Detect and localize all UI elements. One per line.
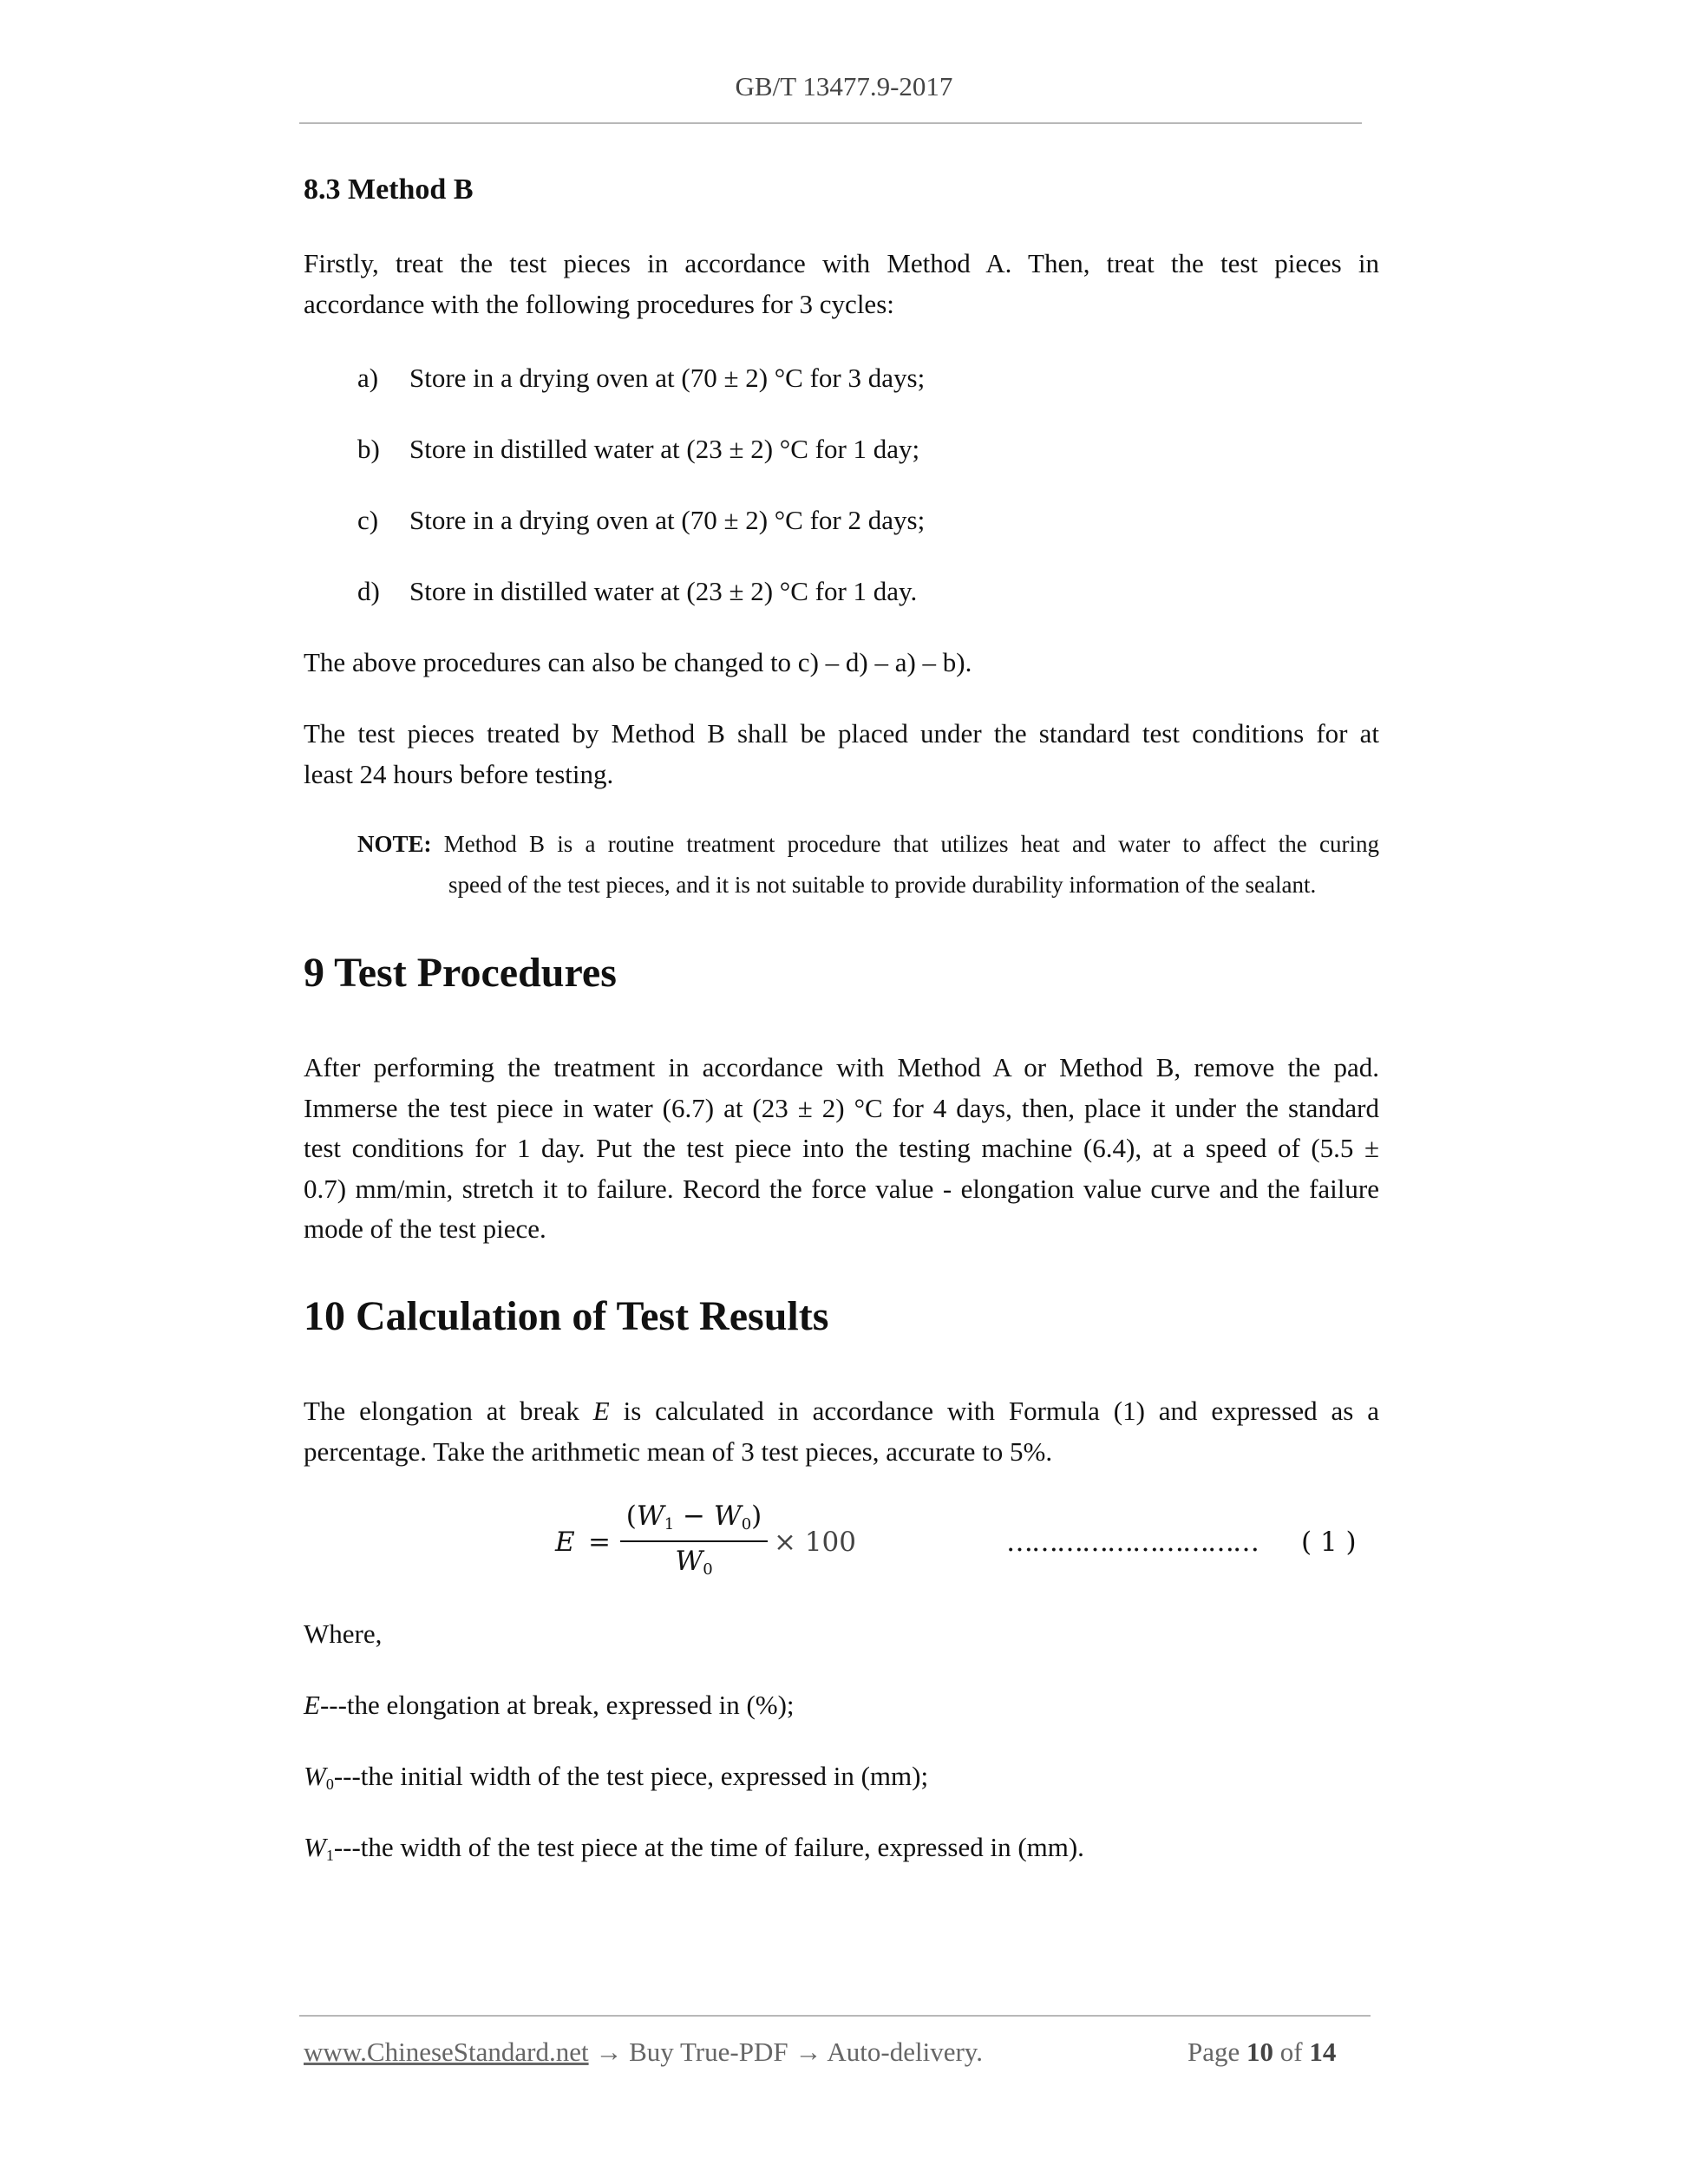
buy-true-pdf-text: Buy True-PDF (629, 2037, 788, 2067)
definition-subscript: 0 (325, 1775, 334, 1793)
section-9-line: Immerse the test piece in water (6.7) at (23 ± 2) °C for 4 days, then, place it under the standard (304, 1093, 1379, 1123)
formula-leader-dots: ………………………… (1006, 1527, 1258, 1558)
section-9-line: test conditions for 1 day. Put the test piece into the testing machine (6.4), at a speed of (5.5 ± (304, 1133, 1379, 1163)
definition-subscript: 1 (325, 1847, 334, 1864)
formula-number: ( 1 ) (1301, 1527, 1357, 1558)
footer-divider (299, 2015, 1371, 2017)
definition-item (304, 1827, 1084, 1876)
definition-text: ---the initial width of the test piece, expressed in (mm); (333, 1761, 929, 1791)
definition-item (304, 1684, 795, 1734)
note-line2: speed of the test pieces, and it is not suitable to provide durability information of the sealant. (448, 872, 1317, 898)
note-line1 (357, 824, 1379, 865)
den-w-symbol: W (675, 1546, 703, 1577)
list-item-text: Store in a drying oven at (70 ± 2) °C for 3 days; (409, 363, 926, 393)
definition-text: ---the elongation at break, expressed in (%); (319, 1690, 795, 1720)
section-8-3-intro-line2: accordance with the following procedures for 3 cycles: (304, 289, 894, 319)
definition-text: ---the width of the test piece at the time of failure, expressed in (mm). (333, 1832, 1084, 1862)
section-8-3-intro-line1: Firstly, treat the test pieces in accordance with Method A. Then, treat the test pieces in (304, 248, 1379, 278)
page-indicator (1187, 2037, 1336, 2068)
formula-times-100: × 100 (774, 1527, 856, 1558)
page-number: 10 (1246, 2037, 1274, 2067)
section-10-heading: 10 Calculation of Test Results (304, 1293, 829, 1339)
definition-symbol: W (304, 1761, 326, 1791)
page-label: Page (1187, 2037, 1240, 2067)
list-item (357, 571, 917, 611)
intro-text-b: is calculated in accordance with Formula (1) and expressed as a (609, 1396, 1379, 1426)
note-label: NOTE: (357, 831, 432, 857)
formula-equals: = (588, 1527, 611, 1558)
variable-e: E (592, 1396, 610, 1426)
definition-symbol: E (304, 1690, 320, 1720)
w0-symbol: W (713, 1501, 742, 1532)
placed-text-line1: The test pieces treated by Method B shall be placed under the standard test conditions for at (304, 718, 1379, 749)
arrow-right-icon: → (795, 2037, 822, 2067)
list-item (357, 428, 919, 469)
note-text: Method B is a routine treatment procedure that utilizes heat and water to affect the curing (443, 831, 1380, 857)
list-item (357, 500, 925, 540)
w1-subscript: 1 (664, 1515, 675, 1533)
auto-delivery-text: Auto-delivery. (827, 2037, 984, 2067)
formula-lhs: E (555, 1527, 575, 1558)
list-item-letter: c) (357, 505, 379, 535)
list-item-text: Store in distilled water at (23 ± 2) °C for 1 day; (409, 434, 920, 464)
list-item-letter: a) (357, 363, 379, 393)
paren-open: ( (625, 1501, 637, 1532)
definition-symbol: W (304, 1832, 326, 1862)
section-9-heading: 9 Test Procedures (304, 950, 617, 996)
document-header-title: GB/T 13477.9-2017 (735, 71, 953, 101)
section-9-line: After performing the treatment in accordance with Method A or Method B, remove the pad. (304, 1052, 1379, 1082)
w0-subscript: 0 (741, 1515, 752, 1533)
alt-order-text: The above procedures can also be changed to c) – d) – a) – b). (304, 647, 972, 677)
footer-left (304, 2037, 983, 2068)
where-label: Where, (304, 1618, 383, 1649)
list-item-text: Store in a drying oven at (70 ± 2) °C for 2 days; (409, 505, 926, 535)
section-8-3-heading: 8.3 Method B (304, 173, 474, 206)
section-9-line: 0.7) mm/min, stretch it to failure. Record the force value - elongation value curve and the failure (304, 1174, 1379, 1204)
list-item-text: Store in distilled water at (23 ± 2) °C for 1 day. (409, 576, 918, 606)
of-label: of (1279, 2037, 1303, 2067)
den-w-subscript: 0 (703, 1560, 713, 1579)
section-10-intro-line1 (304, 1390, 1379, 1431)
arrow-right-icon: → (595, 2037, 623, 2067)
intro-text-a: The elongation at break (304, 1396, 593, 1426)
chinesestandard-link[interactable]: www.ChineseStandard.net (304, 2037, 589, 2067)
formula-numerator (620, 1501, 768, 1533)
definition-item (304, 1756, 928, 1805)
formula (555, 1501, 1388, 1587)
fraction-bar (620, 1540, 768, 1542)
list-item (357, 357, 925, 398)
header-divider (299, 122, 1362, 124)
section-9-line: mode of the test piece. (304, 1213, 546, 1244)
minus-sign: − (674, 1501, 714, 1532)
placed-text-line2: least 24 hours before testing. (304, 759, 614, 789)
section-10-intro-line2: percentage. Take the arithmetic mean of 3 test pieces, accurate to 5%. (304, 1436, 1053, 1467)
list-item-letter: d) (357, 576, 380, 606)
list-item-letter: b) (357, 434, 380, 464)
formula-denominator (620, 1546, 768, 1579)
page-total: 14 (1309, 2037, 1337, 2067)
w1-symbol: W (636, 1501, 664, 1532)
paren-close: ) (751, 1501, 762, 1532)
